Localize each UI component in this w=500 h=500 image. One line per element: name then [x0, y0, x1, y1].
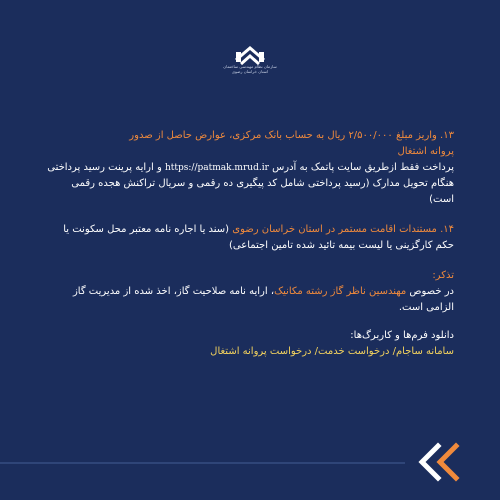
note-suffix: ، ارایه نامه صلاحیت گاز، اخذ شده از مدیریت گاز الزامی است.: [72, 286, 454, 313]
patmak-url-link[interactable]: https://patmak.mrud.ir: [164, 163, 269, 173]
item-14-title: ۱۴. مستندات اقامت مستمر در استان خراسان رضوی: [232, 224, 454, 235]
content-area: [46, 128, 454, 360]
downloads-heading: دانلود فرم‌ها و کاربرگ‌ها:: [350, 330, 454, 341]
organization-emblem-icon: [222, 38, 278, 84]
item-13-body-before-url: پرداخت فقط ازطریق سایت پاتمک به آدرس: [272, 162, 454, 173]
item-13-body-after-url: و ارایه پرینت رسید پرداختی هنگام تحویل مدارک (رسید پرداختی شامل کد پیگیری ده رقمی و سریال تراکنش هجده رقمی است): [47, 162, 454, 205]
note: [46, 268, 454, 316]
footer-divider: [0, 462, 405, 464]
downloads: [46, 328, 454, 360]
item-13: [46, 128, 454, 208]
item-13-title-line1: ۱۳. واریز مبلغ ۲/۵۰۰/۰۰۰ ریال به حساب بانک مرکزی، عوارض حاصل از صدور: [129, 130, 454, 141]
note-heading: تذکر:: [432, 270, 454, 281]
item-13-title-line2: پروانه اشتغال: [397, 146, 454, 157]
item-14-body: (سند یا اجاره نامه معتبر محل سکونت یا حکم کارگزینی یا لیست بیمه تائید شده تامین اجتماعی): [63, 224, 454, 251]
note-prefix: در خصوص: [409, 286, 454, 297]
item-14: [46, 222, 454, 254]
downloads-link[interactable]: سامانه ساجام/ درخواست خدمت/ درخواست پروانه اشتغال: [210, 346, 454, 357]
note-highlight: مهندسین ناظر گاز رشته مکانیک: [274, 286, 407, 297]
logo-caption: سازمان نظام مهندسی ساختمان استان خراسان رضوی: [223, 64, 277, 74]
double-chevron-left-icon: [412, 440, 468, 484]
